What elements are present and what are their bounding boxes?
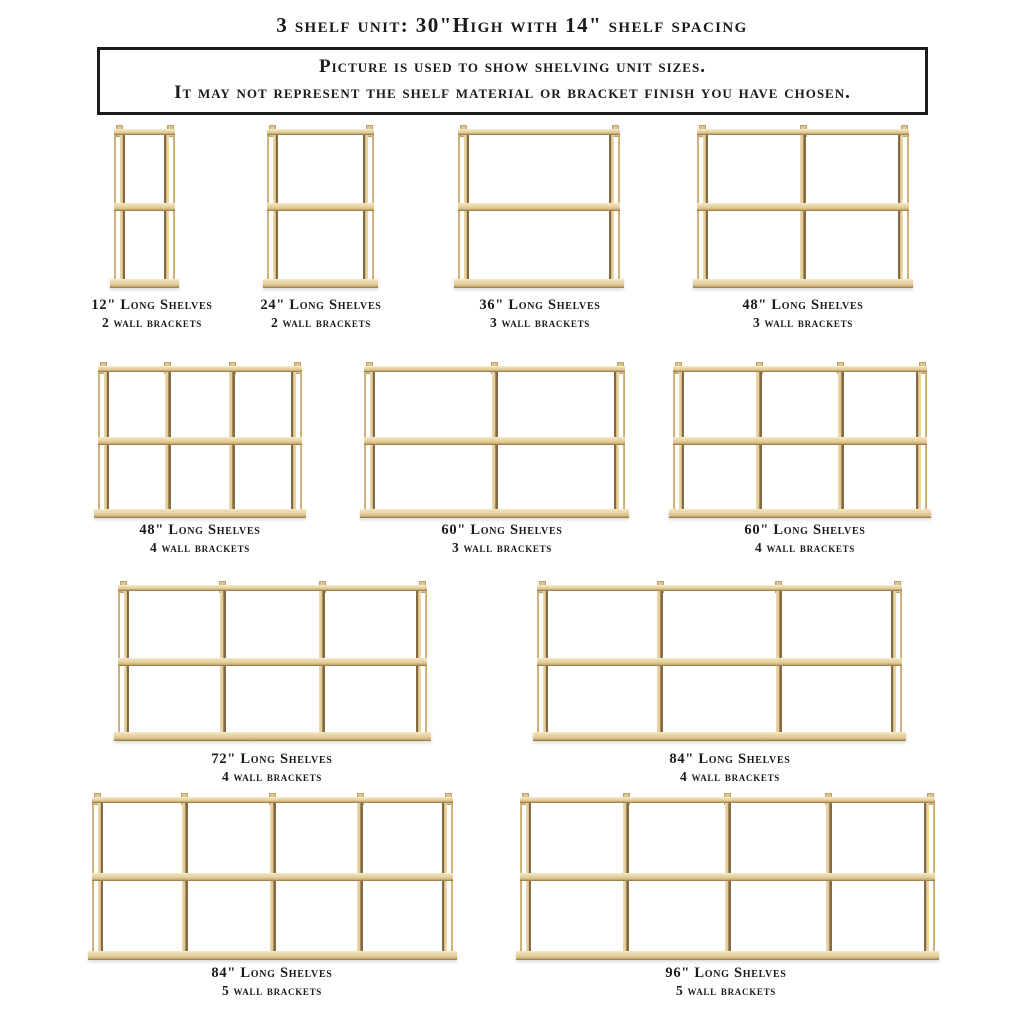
shelf-bottom (693, 279, 913, 288)
unit-size-label: 72" Long Shelves (211, 751, 333, 767)
shelf-unit-12in-2br (114, 129, 175, 288)
unit-bracket-count-label: 3 wall brackets (489, 315, 591, 330)
shelf-top (118, 585, 427, 591)
unit-label-96in-5br (576, 965, 876, 999)
shelf-bottom (114, 732, 431, 741)
shelf-middle (118, 658, 427, 666)
unit-size-label: 48" Long Shelves (139, 522, 261, 538)
shelf-top (92, 797, 453, 803)
shelf-top (114, 129, 175, 135)
page-title: 3 shelf unit: 30"High with 14" shelf spacing (276, 13, 748, 37)
unit-label-48in-3br (653, 297, 953, 331)
shelf-bottom (516, 951, 939, 960)
unit-size-label: 84" Long Shelves (669, 751, 791, 767)
unit-bracket-count-label: 2 wall brackets (270, 315, 372, 330)
shelf-middle (537, 658, 902, 666)
shelf-top (673, 366, 927, 372)
unit-bracket-count-label: 4 wall brackets (679, 769, 781, 784)
shelf-bottom (669, 509, 931, 518)
unit-size-label: 84" Long Shelves (211, 965, 333, 981)
shelf-top (458, 129, 620, 135)
shelf-middle (673, 437, 927, 445)
unit-size-label: 96" Long Shelves (665, 965, 787, 981)
shelf-unit-60in-4br (673, 366, 927, 518)
shelf-unit-96in-5br (520, 797, 935, 960)
shelf-middle (114, 203, 175, 211)
shelf-bottom (454, 279, 624, 288)
shelf-middle (697, 203, 909, 211)
unit-bracket-count-label: 3 wall brackets (451, 540, 553, 555)
notice-line-1: Picture is used to show shelving unit sizes. (319, 56, 706, 77)
shelf-unit-84in-5br (92, 797, 453, 960)
shelf-middle (364, 437, 625, 445)
shelf-bottom (110, 279, 179, 288)
shelf-unit-48in-3br (697, 129, 909, 288)
shelf-top (537, 585, 902, 591)
unit-label-60in-4br (655, 522, 955, 556)
shelf-middle (98, 437, 302, 445)
shelf-top (697, 129, 909, 135)
unit-size-label: 48" Long Shelves (742, 297, 864, 313)
unit-label-60in-3br (352, 522, 652, 556)
unit-label-36in-3br (390, 297, 690, 331)
shelf-middle (267, 203, 374, 211)
shelf-top (267, 129, 374, 135)
unit-label-84in-5br (122, 965, 422, 999)
unit-label-72in-4br (122, 751, 422, 785)
shelf-top (364, 366, 625, 372)
shelf-bottom (533, 732, 906, 741)
unit-bracket-count-label: 3 wall brackets (752, 315, 854, 330)
shelf-middle (458, 203, 620, 211)
shelf-unit-24in-2br (267, 129, 374, 288)
unit-size-label: 24" Long Shelves (260, 297, 382, 313)
shelf-top (520, 797, 935, 803)
shelf-bottom (360, 509, 629, 518)
unit-label-48in-4br (50, 522, 350, 556)
shelf-unit-60in-3br (364, 366, 625, 518)
shelf-middle (520, 873, 935, 881)
notice-line-2: It may not represent the shelf material or bracket finish you have chosen. (174, 82, 851, 103)
unit-size-label: 60" Long Shelves (744, 522, 866, 538)
unit-bracket-count-label: 4 wall brackets (754, 540, 856, 555)
shelf-middle (92, 873, 453, 881)
shelf-bottom (94, 509, 306, 518)
shelf-unit-48in-4br (98, 366, 302, 518)
shelf-unit-36in-3br (458, 129, 620, 288)
shelf-unit-72in-4br (118, 585, 427, 741)
shelf-unit-84in-4br (537, 585, 902, 741)
unit-bracket-count-label: 5 wall brackets (675, 983, 777, 998)
unit-bracket-count-label: 5 wall brackets (221, 983, 323, 998)
shelf-bottom (263, 279, 378, 288)
unit-label-84in-4br (580, 751, 880, 785)
unit-size-label: 60" Long Shelves (441, 522, 563, 538)
unit-size-label: 12" Long Shelves (91, 297, 213, 313)
unit-bracket-count-label: 2 wall brackets (101, 315, 203, 330)
unit-bracket-count-label: 4 wall brackets (149, 540, 251, 555)
shelf-top (98, 366, 302, 372)
unit-size-label: 36" Long Shelves (479, 297, 601, 313)
shelf-bottom (88, 951, 457, 960)
unit-bracket-count-label: 4 wall brackets (221, 769, 323, 784)
